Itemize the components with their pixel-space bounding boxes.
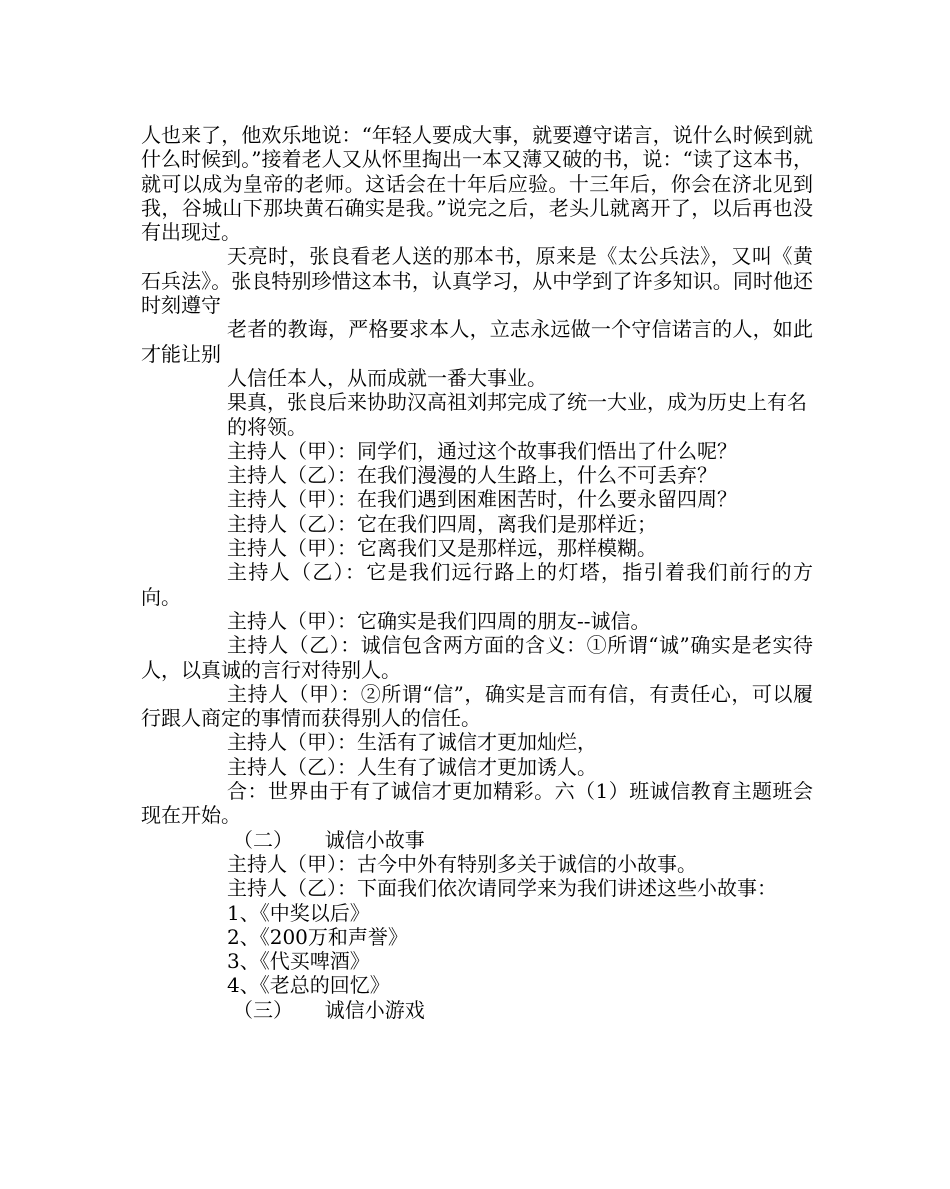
paragraph: 主持人（甲）：生活有了诚信才更加灿烂， [227,730,597,755]
paragraph: 主持人（乙）：它是我们远行路上的灯塔，指引着我们前行的方向。 [141,560,813,609]
paragraph: 老者的教诲，严格要求本人，立志永远做一个守信诺言的人，如此才能让别 [141,317,813,366]
paragraph: 人也来了，他欢乐地说：“年轻人要成大事，就要遵守诺言，说什么时候到就什么时候到。”接着老人又从怀里掏出一本又薄又破的书，说：“读了这本书，就可以成为皇帝的老师。这话会在十年后应验。十三年后，你会在济北见到我，谷城山下那块黄石确实是我。”说完之后，老头儿就离开了，以后再也没有出现过。 [141,123,813,245]
paragraph: 主持人（乙）：下面我们依次请同学来为我们讲述这些小故事： [227,876,777,901]
paragraph: 主持人（乙）：它在我们四周，离我们是那样近； [227,511,657,536]
paragraph: 主持人（乙）：在我们漫漫的人生路上，什么不可丢弃？ [227,463,717,488]
paragraph: 人信任本人，从而成就一番大事业。 [227,365,547,390]
paragraph: 2、《200万和声誉》 [227,924,408,949]
paragraph: 的将领。 [227,414,307,439]
paragraph: 主持人（甲）：它确实是我们四周的朋友--诚信。 [227,608,651,633]
document-body [141,123,813,1022]
paragraph: 主持人（乙）：诚信包含两方面的含义：①所谓“诚”确实是老实待人，以真诚的言行对待别人。 [141,633,813,682]
paragraph: 4、《老总的回忆》 [227,973,390,998]
paragraph: 主持人（乙）：人生有了诚信才更加诱人。 [227,754,597,779]
paragraph: 主持人（甲）：在我们遇到困难困苦时，什么要永留四周？ [227,487,737,512]
paragraph: 合：世界由于有了诚信才更加精彩。六（1）班诚信教育主题班会现在开始。 [141,779,813,828]
paragraph: 天亮时，张良看老人送的那本书，原来是《太公兵法》，又叫《黄石兵法》。张良特别珍惜这本书，认真学习，从中学到了许多知识。同时他还时刻遵守 [141,244,813,318]
paragraph: 主持人（甲）：它离我们又是那样远，那样模糊。 [227,536,657,561]
paragraph: 主持人（甲）：②所谓“信”，确实是言而有信，有责任心，可以履行跟人商定的事情而获得别人的信任。 [141,681,813,731]
paragraph: 主持人（甲）：同学们，通过这个故事我们悟出了什么呢？ [227,438,737,463]
paragraph: 3、《代买啤酒》 [227,949,370,974]
section-heading: （二） 诚信小故事 [233,827,425,852]
paragraph: 果真，张良后来协助汉高祖刘邦完成了统一大业，成为历史上有名 [227,390,807,415]
paragraph: 主持人（甲）：古今中外有特别多关于诚信的小故事。 [227,851,697,876]
section-heading: （三） 诚信小游戏 [233,997,425,1022]
paragraph: 1、《中奖以后》 [227,900,370,925]
